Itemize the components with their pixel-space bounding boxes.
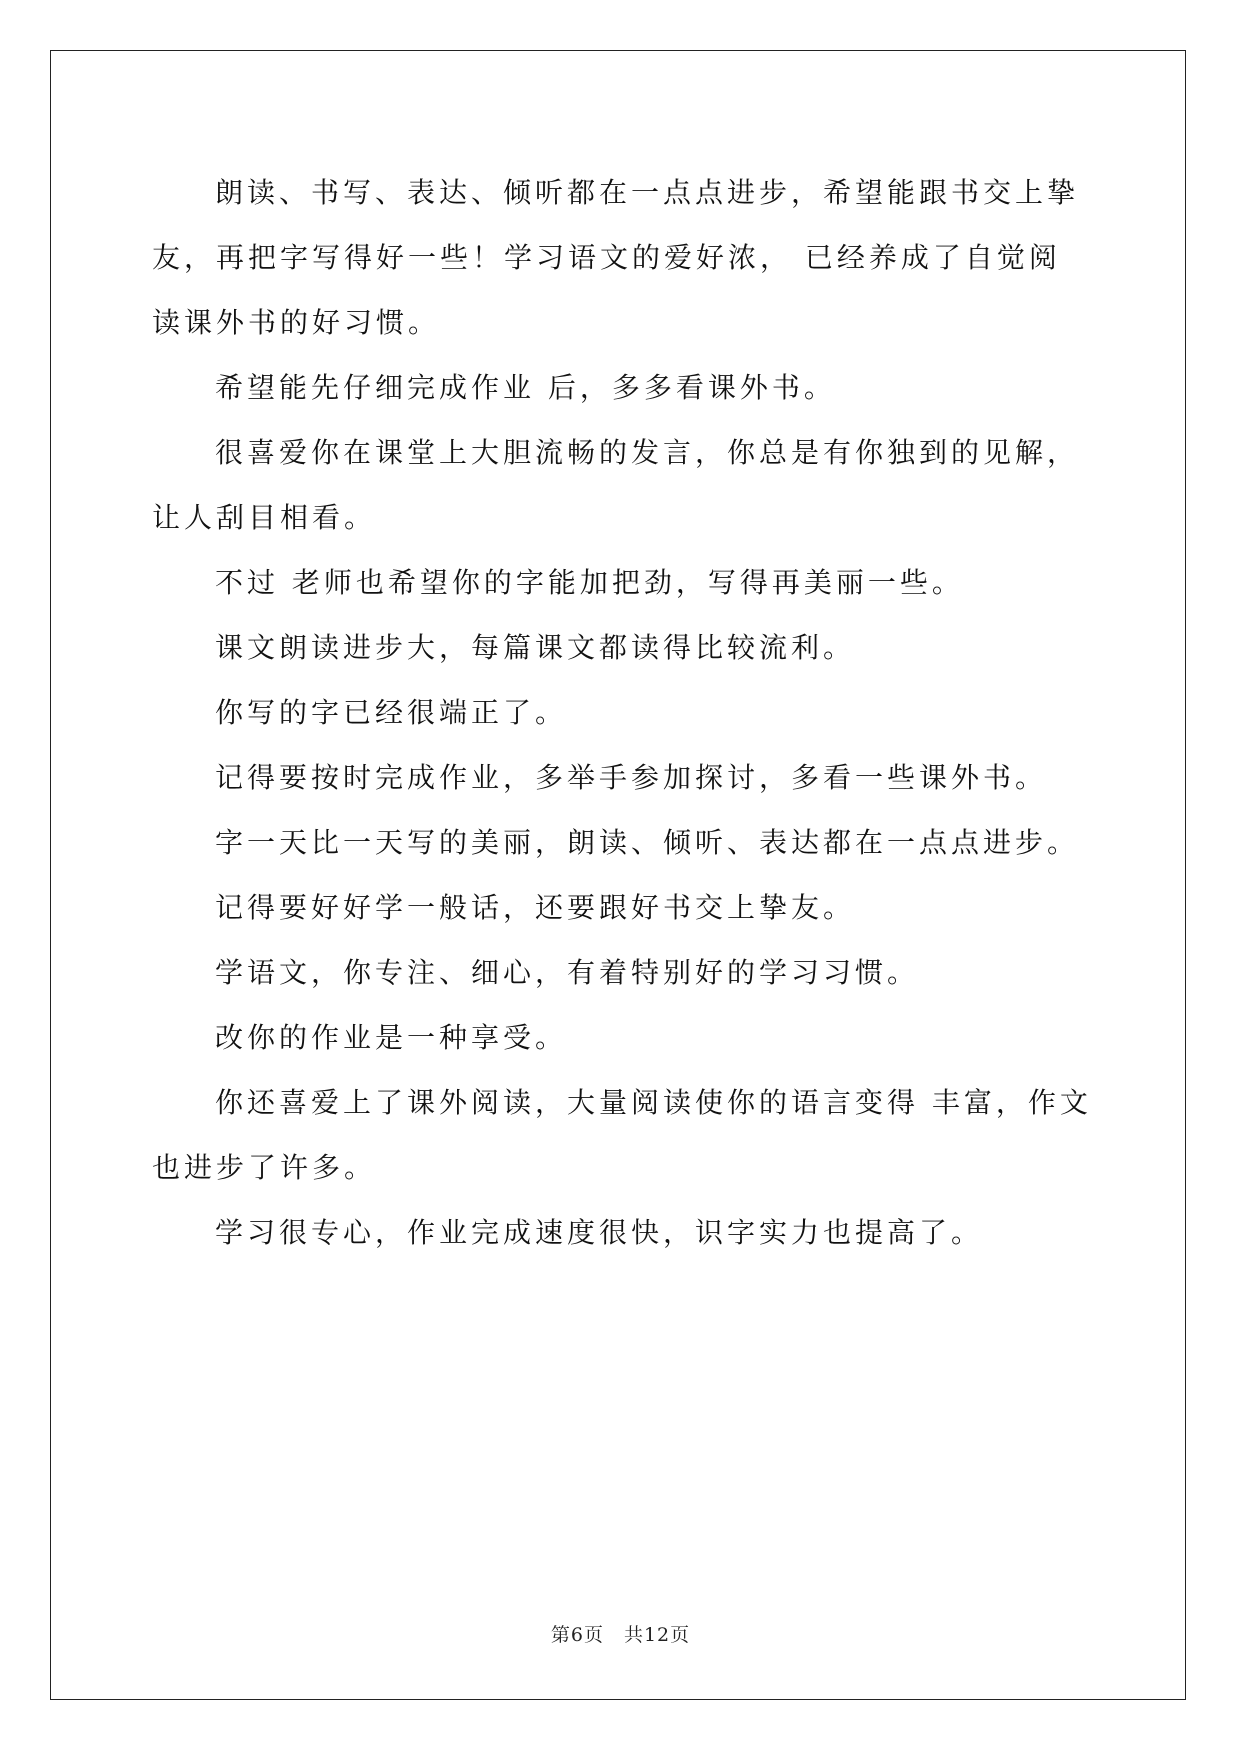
paragraph: 记得要好好学一般话，还要跟好书交上挚友。 [215,891,856,924]
page-number: 第6页 [550,1624,604,1646]
paragraph: 改你的作业是一种享受。 [215,1021,568,1054]
paragraph: 你还喜爱上了课外阅读，大量阅读使你的语言变得 丰富，作文也进步了许多。 [152,1086,1092,1184]
paragraph: 你写的字已经很端正了。 [215,696,568,729]
paragraph: 字一天比一天写的美丽，朗读、倾听、表达都在一点点进步。 [215,826,1080,859]
page-footer [0,1620,1241,1647]
paragraph: 学语文，你专注、细心，有着特别好的学习习惯。 [215,956,920,989]
paragraph: 不过 老师也希望你的字能加把劲，写得再美丽一些。 [215,566,964,599]
paragraph: 记得要按时完成作业，多举手参加探讨，多看一些课外书。 [215,761,1048,794]
paragraph: 希望能先仔细完成作业 后，多多看课外书。 [215,371,836,404]
page-total: 共12页 [623,1624,691,1646]
paragraph: 学习很专心，作业完成速度很快，识字实力也提高了。 [215,1216,984,1249]
paragraph: 朗读、书写、表达、倾听都在一点点进步，希望能跟书交上挚友，再把字写得好一些！学习语文的爱好浓， 已经养成了自觉阅读课外书的好习惯。 [152,176,1080,339]
document-body [152,160,1092,1265]
paragraph: 很喜爱你在课堂上大胆流畅的发言，你总是有你独到的见解，让人刮目相看。 [152,436,1080,534]
paragraph: 课文朗读进步大，每篇课文都读得比较流利。 [215,631,856,664]
